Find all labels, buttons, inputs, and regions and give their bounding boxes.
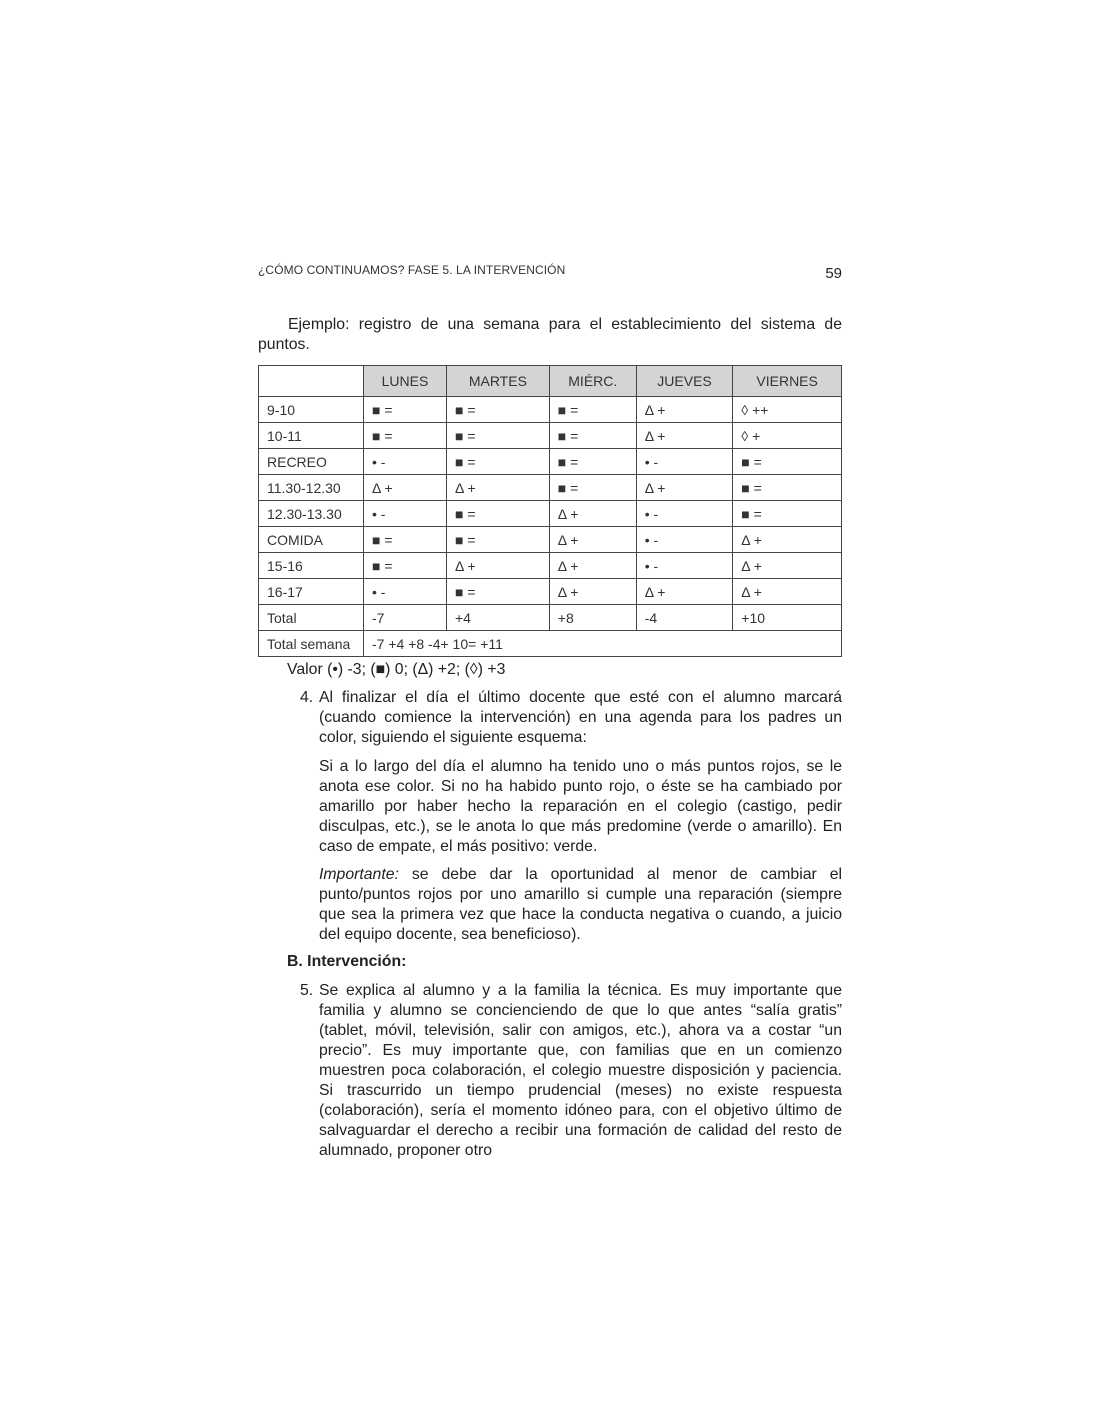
table-cell: ■ = — [446, 501, 549, 527]
table-cell: • - — [364, 449, 447, 475]
item-text: Al finalizar el día el último docente que esté con el alumno marcará (cuando comience la intervención) en una agenda para los padres un color, siguiendo el siguiente esquema: — [319, 689, 842, 746]
colors-paragraph: Si a lo largo del día el alumno ha tenido uno o más puntos rojos, se le anota ese color. Si no ha habido punto rojo, o éste se ha cambiado por amarillo por haber hecho la reparación en el colegio (castigo, pedir disculpas, etc.), se le anota lo que más predomine (verde o amarillo). En caso de empate, el más positivo: verde. — [319, 758, 842, 855]
row-label: RECREO — [259, 449, 364, 475]
list-item-5 — [300, 981, 842, 1161]
table-cell: Δ + — [549, 553, 636, 579]
row-label: 9-10 — [259, 397, 364, 423]
table-cell: • - — [364, 579, 447, 605]
row-label: Total semana — [259, 631, 364, 657]
row-label: 11.30-12.30 — [259, 475, 364, 501]
table-cell: Δ + — [549, 579, 636, 605]
table-cell: ■ = — [549, 397, 636, 423]
table-cell: Δ + — [549, 501, 636, 527]
intro-paragraph: Ejemplo: registro de una semana para el establecimiento del sistema de puntos. — [258, 316, 842, 353]
table-row-total — [259, 605, 842, 631]
important-text: se debe dar la oportunidad al menor de cambiar el punto/puntos rojos por uno amarillo si cumple una reparación (siempre que sea la primera vez que hace la conducta negativa o cuando, a juicio del equipo docente, sea beneficioso). — [319, 866, 842, 943]
table-row-total-semana — [259, 631, 842, 657]
table-row — [259, 527, 842, 553]
table-cell: ■ = — [549, 449, 636, 475]
list-item-4 — [300, 688, 842, 748]
table-cell: Δ + — [364, 475, 447, 501]
table-cell: ■ = — [364, 527, 447, 553]
header-cell-martes: MARTES — [446, 366, 549, 397]
table-cell: Δ + — [636, 475, 733, 501]
table-cell: ■ = — [364, 553, 447, 579]
table-row — [259, 475, 842, 501]
row-label: 15-16 — [259, 553, 364, 579]
table-row — [259, 397, 842, 423]
header-cell-lunes: LUNES — [364, 366, 447, 397]
table-cell: Δ + — [549, 527, 636, 553]
row-label: Total — [259, 605, 364, 631]
table-cell: ■ = — [446, 423, 549, 449]
page-number: 59 — [825, 265, 842, 282]
table-cell: Δ + — [636, 579, 733, 605]
row-label: 16-17 — [259, 579, 364, 605]
table-cell: Δ + — [733, 579, 842, 605]
header-cell-miercoles: MIÉRC. — [549, 366, 636, 397]
table-cell: • - — [364, 501, 447, 527]
table-row — [259, 579, 842, 605]
table-cell: Δ + — [636, 423, 733, 449]
table-cell: • - — [636, 449, 733, 475]
header-cell-empty — [259, 366, 364, 397]
table-cell: ■ = — [549, 423, 636, 449]
table-row — [259, 423, 842, 449]
table-cell: ■ = — [446, 527, 549, 553]
running-head: ¿CÓMO CONTINUAMOS? FASE 5. LA INTERVENCIÓN — [258, 263, 566, 277]
table-cell: ■ = — [446, 449, 549, 475]
table-cell: • - — [636, 501, 733, 527]
table-cell: Δ + — [446, 475, 549, 501]
header-cell-viernes: VIERNES — [733, 366, 842, 397]
table-cell: -7 — [364, 605, 447, 631]
table-row — [259, 553, 842, 579]
item-number: 4. — [300, 689, 314, 706]
row-label: 12.30-13.30 — [259, 501, 364, 527]
table-cell: ■ = — [733, 501, 842, 527]
table-cell: ■ = — [446, 397, 549, 423]
table-cell: Δ + — [733, 553, 842, 579]
valor-legend: Valor (•) -3; (■) 0; (Δ) +2; (◊) +3 — [287, 661, 506, 678]
total-semana-value: -7 +4 +8 -4+ 10= +11 — [364, 631, 842, 657]
table-row — [259, 501, 842, 527]
table-cell: +8 — [549, 605, 636, 631]
table-cell: Δ + — [446, 553, 549, 579]
table-cell: +10 — [733, 605, 842, 631]
table-cell: • - — [636, 527, 733, 553]
table-cell: Δ + — [733, 527, 842, 553]
important-label: Importante: — [319, 866, 399, 883]
table-cell: ■ = — [733, 449, 842, 475]
table-row — [259, 449, 842, 475]
table-cell: ◊ + — [733, 423, 842, 449]
table-cell: ■ = — [446, 579, 549, 605]
item-text: Se explica al alumno y a la familia la técnica. Es muy importante que familia y alumno se concienciendo de que lo que antes “salía gratis” (tablet, móvil, televisión, salir con amigos, etc.), ahora va a costar “un precio”. Es muy importante que, con familias que en un comienzo muestren poca colaboración, el colegio muestre disposición y paciencia. Si trascurrido un tiempo prudencial (meses) no existe respuesta (colaboración), sería el momento idóneo para, con el objetivo último de salvaguardar el derecho a recibir una formación de calidad del resto de alumnado, proponer otro — [319, 982, 842, 1159]
header-cell-jueves: JUEVES — [636, 366, 733, 397]
table-cell: Δ + — [636, 397, 733, 423]
row-label: COMIDA — [259, 527, 364, 553]
table-cell: -4 — [636, 605, 733, 631]
table-cell: ■ = — [733, 475, 842, 501]
table-header-row — [259, 366, 842, 397]
table-cell: ◊ ++ — [733, 397, 842, 423]
important-paragraph — [319, 865, 842, 945]
table-cell: ■ = — [364, 397, 447, 423]
points-table — [258, 365, 842, 657]
table-cell: +4 — [446, 605, 549, 631]
table-cell: ■ = — [364, 423, 447, 449]
item-number: 5. — [300, 982, 314, 999]
table-cell: • - — [636, 553, 733, 579]
row-label: 10-11 — [259, 423, 364, 449]
page-header — [258, 263, 842, 283]
section-heading: B. Intervención: — [287, 953, 407, 970]
table-cell: ■ = — [549, 475, 636, 501]
